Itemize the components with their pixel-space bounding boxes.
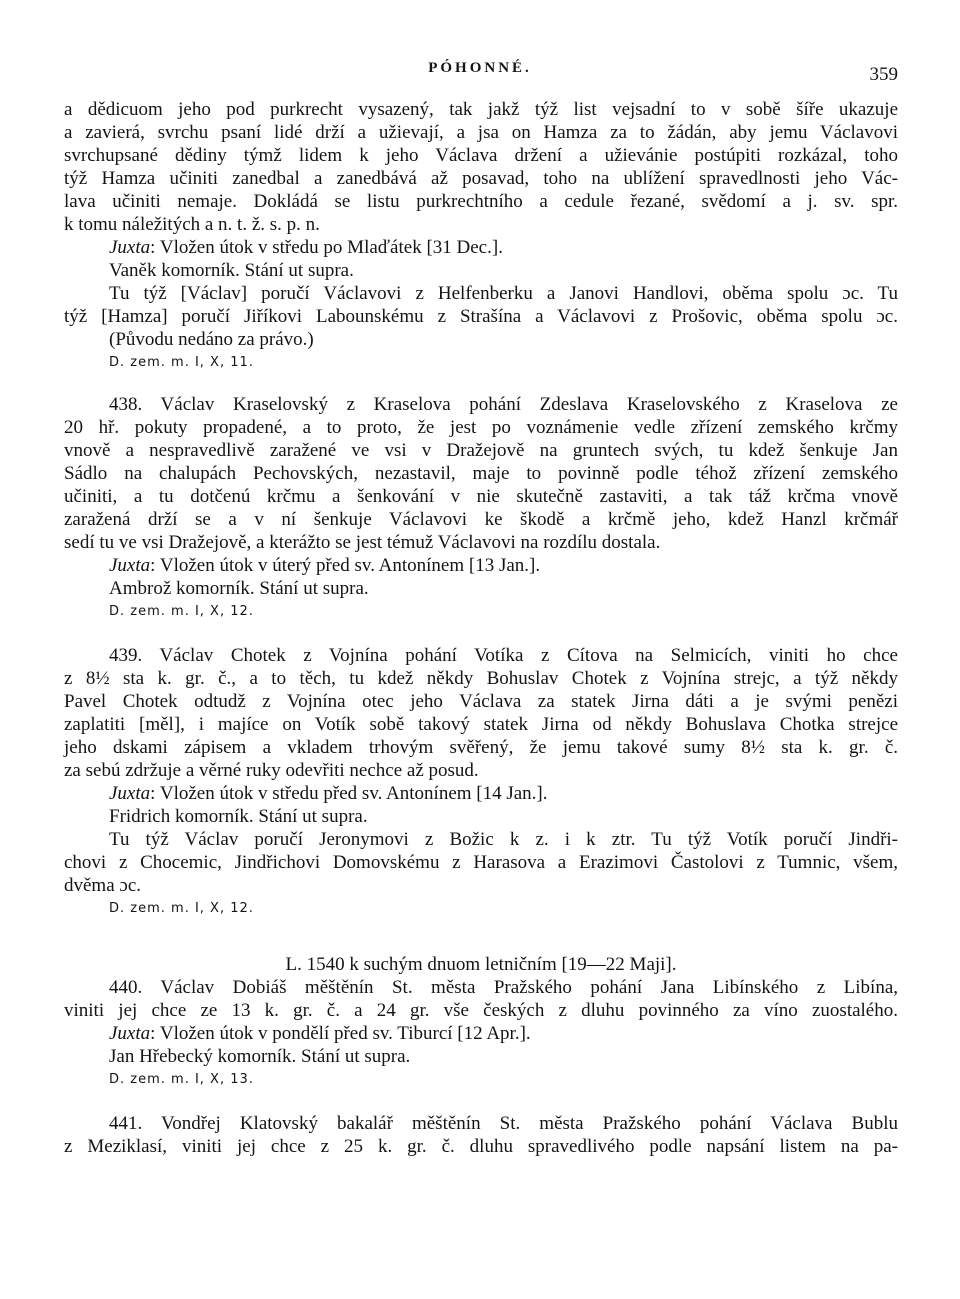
text-line: svrchupsané dědiny týmž lidem k jeho Václava držení a užievánie postúpiti rozkázal, toho — [64, 145, 898, 166]
entry-heading-line: 440. Václav Dobiáš měštěnín St. města Pražského pohání Jana Libínského z Libína, — [109, 977, 898, 998]
entry-440 — [64, 976, 898, 1091]
note-line: Tu týž [Václav] poručí Václavovi z Helfenberku a Janovi Handlovi, oběma spolu ɔc. Tu — [109, 283, 898, 304]
text-line: jeho dskami zápisem a vkladem trhovým svěřený, že jemu takové sumy 8½ sta k. gr. č. — [64, 737, 898, 758]
entry-heading-line: 439. Václav Chotek z Vojnína pohání Votíka z Cítova na Selmicích, viniti ho chce — [109, 645, 898, 666]
text-line: viniti jej chce ze 13 k. gr. č. a 24 gr. vše českých z dluhu povinného za víno zuostalého. — [64, 1000, 898, 1021]
source-citation: D. zem. m. I, X, 11. — [109, 355, 254, 370]
note-line: (Původu nedáno za právo.) — [109, 329, 314, 350]
page-text — [64, 98, 898, 1158]
text-line: zaplatiti [měl], i majíce on Votík sobě takový statek Jirna od někdy Bohuslava Chotka strejce — [64, 714, 898, 735]
text-line: k tomu náležitých a n. t. ž. s. p. n. — [64, 214, 320, 235]
komornik-line: Vaněk komorník. Stání ut supra. — [109, 260, 354, 281]
source-citation: D. zem. m. I, X, 13. — [109, 1072, 254, 1087]
page-number: 359 — [869, 64, 898, 85]
text-line: Sádlo na chalupách Pechovských, nezastavil, maje to povinně podle téhož zřízení zemského — [64, 463, 898, 484]
juxta-text: : Vložen útok v středu po Mlaďátek [31 Dec.]. — [150, 237, 503, 258]
entry-heading-line: 438. Václav Kraselovský z Kraselova pohání Zdeslava Kraselovského z Kraselova ze — [109, 394, 898, 415]
note-line: chovi z Chocemic, Jindřichovi Domovskému z Harasova a Erazimovi Častolovi z Tumnic, všem, — [64, 852, 898, 873]
komornik-line: Jan Hřebecký komorník. Stání ut supra. — [109, 1046, 411, 1067]
juxta-text: : Vložen útok v úterý před sv. Antonínem [13 Jan.]. — [150, 555, 541, 576]
text-line: za sebú zdržuje a věrné ruky odevřiti nechce až posud. — [64, 760, 479, 781]
juxta-label: Juxta — [109, 237, 151, 258]
note-line: dvěma ɔc. — [64, 875, 142, 896]
text-line: vnově a nespravedlivě zaražené ve vsi v Dražejově na gruntech svých, tu kdež šenkuje Jan — [64, 440, 898, 461]
source-citation: D. zem. m. I, X, 12. — [109, 901, 254, 916]
text-line: 20 hř. pokuty propadené, a to proto, že jest po voznámenie vedle zřízení zemského krčmy — [64, 417, 898, 438]
juxta-line — [64, 554, 898, 577]
intro-paragraph — [64, 98, 898, 236]
entry-441 — [64, 1112, 898, 1158]
komornik-line: Ambrož komorník. Stání ut supra. — [109, 578, 369, 599]
juxta-text: : Vložen útok v středu před sv. Antonínem [14 Jan.]. — [150, 783, 548, 804]
komornik-line: Fridrich komorník. Stání ut supra. — [109, 806, 368, 827]
entry-heading-line: 441. Vondřej Klatovský bakalář měštěnín St. města Pražského pohání Václava Bublu — [109, 1113, 898, 1134]
juxta-label: Juxta — [109, 783, 151, 804]
text-line: z Meziklasí, viniti jej chce z 25 k. gr. č. dluhu spravedlivého podle napsání listem na pa- — [64, 1136, 898, 1157]
text-line: a zavierá, svrchu psaní lidé drží a užievají, a jsa on Hamza za to žádán, aby jemu Václavovi — [64, 122, 898, 143]
text-line: zaražená drží se a v ní šenkuje Václavovi ke škodě a krčmě jeho, kdež Hanzl krčmář — [64, 509, 898, 530]
note-line: týž [Hamza] poručí Jiříkovi Labounskému z Strašína a Václavovi z Prošovic, oběma spolu ɔc. — [64, 306, 898, 327]
juxta-text: : Vložen útok v pondělí před sv. Tiburcí [12 Apr.]. — [150, 1023, 531, 1044]
section-heading: L. 1540 k suchým dnuom letničním [19—22 Maji]. — [285, 954, 677, 975]
text-line: lava učiniti nemaje. Dokládá se listu purkrechtního a cedule řezané, svědomí a j. sv. spr. — [64, 191, 898, 212]
running-title: PÓHONNÉ. — [428, 60, 532, 76]
juxta-label: Juxta — [109, 555, 151, 576]
text-line: Pavel Chotek odtudž z Vojnína otec jeho Václava za statek Jirna dáti a je svými penězi — [64, 691, 898, 712]
juxta-label: Juxta — [109, 1023, 151, 1044]
text-line: učiniti, a tu dotčenú krčmu a šenkování v nie skutečně zastaviti, a tak táž krčma vnově — [64, 486, 898, 507]
text-line: a dědicuom jeho pod purkrecht vysazený, tak jakž týž list vejsadní to v sobě šíře ukazuje — [64, 99, 898, 120]
text-line: z 8½ sta k. gr. č., a to těch, tu kdež někdy Bohuslav Chotek z Vojnína strejc, a týž někdy — [64, 668, 898, 689]
juxta-line — [64, 782, 898, 805]
text-line: týž Hamza učiniti zanedbal a zanedbává až posavad, toho na ublížení spravedlnosti jeho Vác- — [64, 168, 898, 189]
entry-438 — [64, 393, 898, 623]
juxta-line — [64, 1022, 898, 1045]
entry-439 — [64, 644, 898, 920]
text-line: sedí tu ve vsi Dražejově, a kterážto se jest témuž Václavovi na rozdílu dostala. — [64, 532, 661, 553]
note-line: Tu týž Václav poručí Jeronymovi z Božic k z. i k ztr. Tu týž Votík poručí Jindři- — [109, 829, 898, 850]
juxta-line — [64, 236, 898, 259]
source-citation: D. zem. m. I, X, 12. — [109, 604, 254, 619]
